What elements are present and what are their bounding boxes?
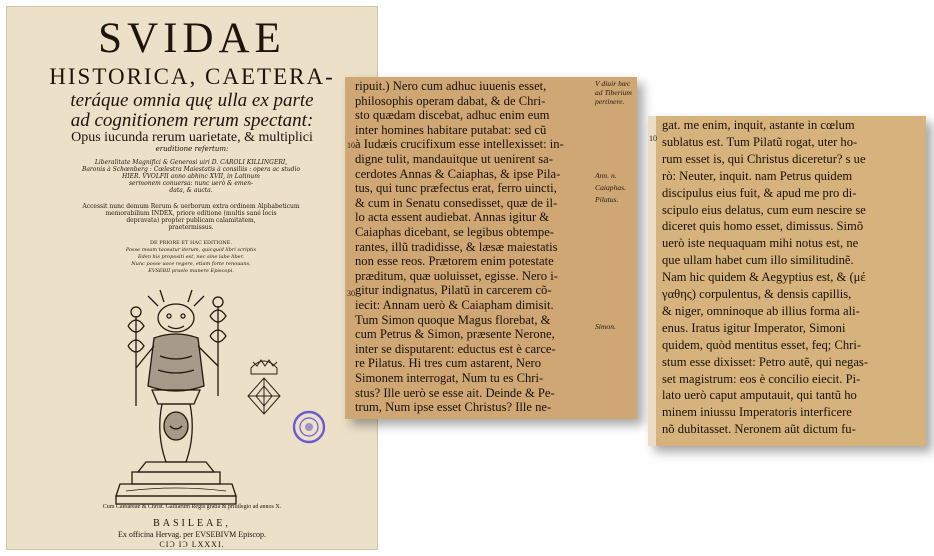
- epigram-line: DE PRIORE ET HAC EDITIONE.: [149, 240, 233, 246]
- margin-note: Pilatus.: [595, 195, 619, 204]
- text-line: que ullam habet cum illo similitudinẽ.: [662, 253, 854, 268]
- margin-note: pertinere.: [595, 97, 625, 106]
- text-line: iecit: Annam uerò & Caiapham dimisit.: [355, 298, 554, 312]
- text-line: stus? Ille uerò se esse ait. Deinde & Pe-: [355, 385, 555, 400]
- line-number: 30: [347, 289, 355, 298]
- text-line: à Iudæis crucifixum esse intellexisset: in-: [355, 137, 564, 152]
- text-line: tus, qui tunc præfectus erat, ferro uincti,: [355, 181, 557, 196]
- title-line-4: ad cognitionem rerum spectant:: [70, 110, 314, 131]
- text-line: gitur indignatus, Pilatũ in carcerem cõ-: [355, 283, 552, 298]
- dedication-line: sermonem conuersa: nunc uerò & emen-: [128, 180, 254, 187]
- text-line: lato uerò caput amputauit, qui tantũ ho: [662, 388, 857, 403]
- text-line: & niger, omninoque ab illius forma ali-: [662, 303, 860, 318]
- text-line: præditum, quæ uoluisset, egisse. Nero i-: [355, 268, 558, 283]
- text-line: uerò iste nequaquam mihi notus est, ne: [662, 236, 859, 251]
- epigram-line: Nunc posse uoce regere, etiam forte renouans,: [131, 261, 251, 267]
- epigram-line: Eden his propositi est, nec sine labe liber.: [137, 254, 245, 260]
- text-line: Simonem interrogat, Num tu es Chri-: [355, 371, 544, 385]
- book-title: SVIDAE: [98, 15, 286, 62]
- text-line: non esse reos. Prætorem enim potestate: [355, 254, 554, 269]
- text-line: quidem, quòd mentitus esset, feq; Chri-: [662, 337, 862, 352]
- text-excerpt-2: [648, 116, 926, 446]
- imprint-printer: Ex officina Hervag. per EVSEBIVM Episcop.: [117, 530, 267, 539]
- text-line: philosophis operam dabat, & de Chri-: [355, 93, 546, 108]
- margin-note: Simon.: [595, 322, 616, 331]
- title-page: [6, 6, 378, 550]
- accessit-line: depravata) propter publicam calamitatem,: [126, 217, 256, 224]
- book-subtitle: HISTORICA, CAETERA-: [49, 64, 335, 89]
- crest-illustration: [243, 354, 285, 418]
- imprint-year: CIƆ IƆ LXXXI.: [159, 540, 225, 549]
- margin-note: Caiaphas.: [595, 183, 627, 192]
- text-line: inter homines habitare putabat: sed cũ: [355, 122, 547, 137]
- margin-note: ad Tiberium: [595, 88, 632, 97]
- text-excerpt-1: [345, 77, 637, 419]
- title-line-5: Opus iucunda rerum uarietate, & multiplici: [71, 130, 313, 145]
- title-line-3: teráque omnia quę ulla ex parte: [70, 90, 314, 111]
- imprint-city: BASILEAE,: [153, 518, 231, 529]
- text-line: minem iniussu Imperatoris interficere: [662, 405, 852, 420]
- text-line: stum esse dixisset: Petro autẽ, qui negas-: [662, 354, 869, 369]
- text-line: & cum in Senatu consedisset, quæ de il-: [355, 195, 558, 210]
- text-line: re Pilatus. Hi tres cum astarent, Nero: [355, 356, 542, 371]
- line-number: 10: [347, 141, 355, 150]
- text-line: set magistrum: eos è concilio eiecit. Pi-: [662, 371, 861, 386]
- accessit-line: praetermissus.: [168, 224, 214, 231]
- text-line: rum esset is, qui Christus diceretur? s ue: [662, 151, 866, 166]
- margin-note: V diuir hæc: [595, 79, 631, 88]
- printers-mark-illustration: [106, 286, 246, 511]
- text-line: γαθης) corpulentus, & densis capillis,: [662, 287, 852, 301]
- text-line: rò: Neuter, inquit. nam Petrus quidem: [662, 168, 853, 183]
- text-line: digne tulit, mandauitque ut uenirent sa-: [355, 152, 553, 166]
- text-line: lo acta essent audiebat. Annas igitur &: [355, 210, 550, 225]
- text-line: trum, Num ipse esset Christus? Ille ne-: [355, 400, 552, 415]
- line-number: 10: [649, 134, 657, 143]
- title-line-6: eruditione refertum:: [155, 145, 229, 153]
- text-line: inter se disputarent: eductus est è carce-: [355, 341, 556, 356]
- text-line: gat. me enim, inquit, astante in cœlum: [662, 118, 855, 132]
- text-line: discipulus eius fuit, & apud me pro di-: [662, 185, 857, 200]
- dedication-line: HIER. VVOLFII anno abhinc XVII, in Latinum: [122, 173, 260, 180]
- text-line: cerdotes Annas & Caiaphas, & ipse Pila-: [355, 166, 561, 181]
- text-line: scipulo eius delatus, cum eum nescire se: [662, 202, 866, 217]
- dedication-line: Baronis à Schœnberg : Cœlestra Maiestatis à consiliis : opera ac studio: [81, 166, 301, 173]
- epigram-line: EVSEBII praelo munere Episcopi.: [148, 268, 234, 274]
- text-line: rantes, illũ tradidisse, & læsæ maiestatis: [355, 239, 558, 254]
- privilege-line: Cum Caesareae & Christ. Galliarum Regis gratia & priuilegio ad annos X.: [102, 504, 282, 510]
- text-line: ripuit.) Nero cum adhuc iuuenis esset,: [355, 79, 547, 93]
- margin-note: Ann. n.: [595, 171, 617, 180]
- text-line: enus. Iratus igitur Imperator, Simoni: [662, 320, 846, 335]
- text-line: nõ dubitasset. Neronem aũt dictum fu-: [662, 422, 856, 437]
- text-line: sto quædam discebat, adhuc enim eum: [355, 108, 550, 123]
- epigram-line: Posse meam taceatur iterum, quicquid libri scriptis: [125, 247, 257, 253]
- text-line: Caiaphas dicebant, se legibus obtempe-: [355, 225, 554, 239]
- text-line: Tum Simon quoque Magus florebat, &: [355, 312, 551, 327]
- accessit-line: memorabilium INDEX, priore editione (multis sané locis: [105, 210, 277, 217]
- text-line: diceret quis homo esset, dimissus. Simõ: [662, 219, 864, 234]
- library-stamp-illustration: [292, 410, 326, 444]
- text-line: sublatus est. Tum Pilatũ rogat, uter ho-: [662, 134, 858, 149]
- accessit-line: Accessit nunc demum Rerum & uerborum extra ordinem Alphabeticum: [82, 203, 300, 210]
- text-line: cum Petrus & Simon, præsente Nerone,: [355, 327, 555, 342]
- page-edge: [648, 116, 656, 446]
- dedication-line: data, & aucta.: [169, 187, 213, 194]
- dedication-line: Liberalitate Magnifici & Generosi uiri D. CAROLI KILLINGERI,: [94, 159, 288, 166]
- text-line: Nam hic quidem & Aegyptius est, & (μέ: [662, 270, 866, 285]
